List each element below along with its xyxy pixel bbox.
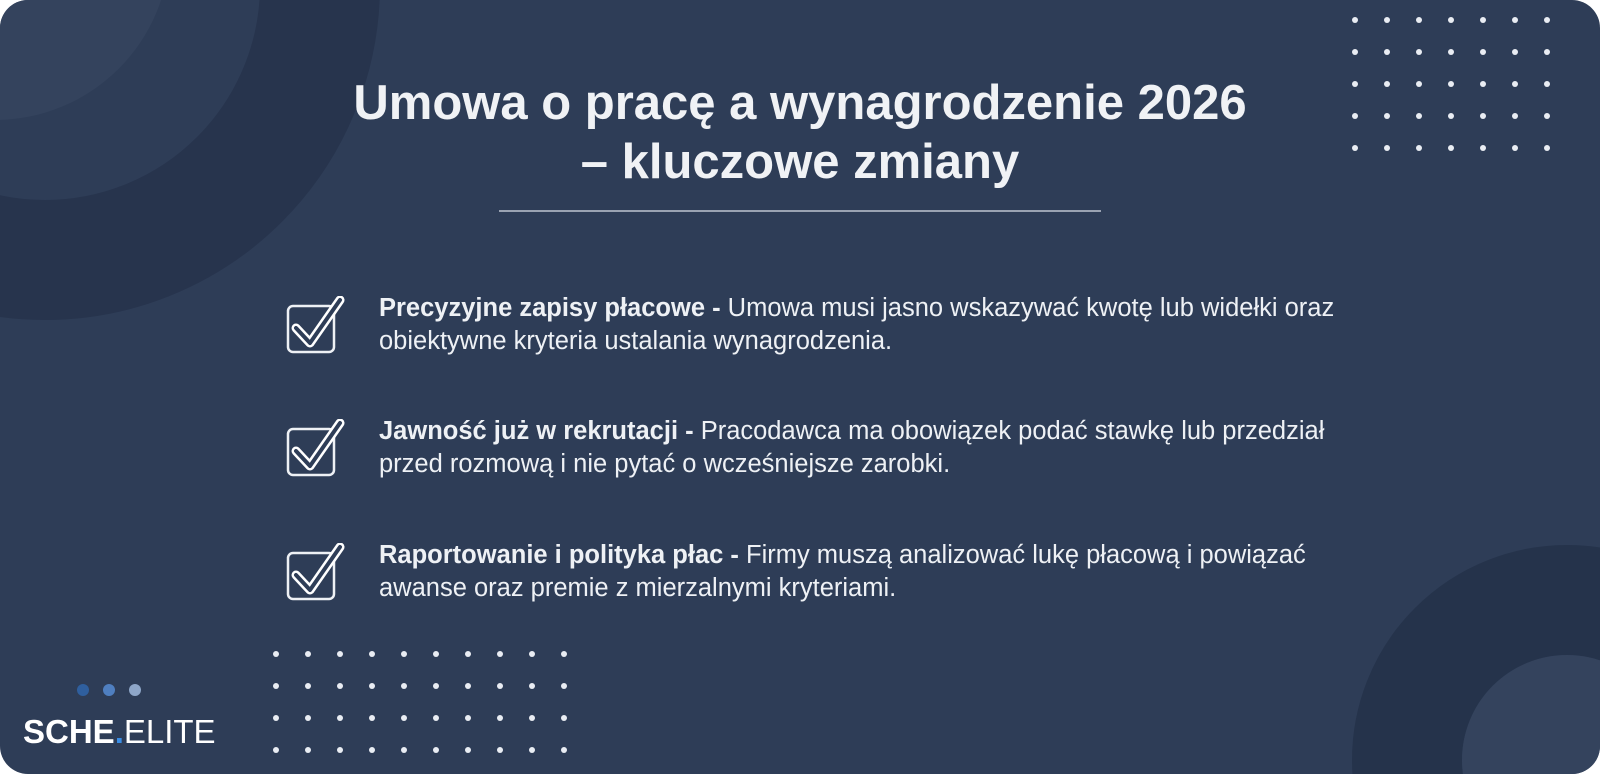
decorative-dot [433,747,439,753]
checkbox-checked-icon [286,419,352,479]
decorative-dot [1480,145,1486,151]
decorative-dot [1384,17,1390,23]
list-item-heading: Raportowanie i polityka płac - [379,541,739,569]
decorative-dot [401,683,407,689]
decorative-dot [305,683,311,689]
decorative-dot [337,747,343,753]
decorative-dot [401,747,407,753]
list-item [286,292,1346,372]
decorative-dot [1480,113,1486,119]
decorative-dot [1384,49,1390,55]
list-item-heading: Precyzyjne zapisy płacowe - [379,294,721,322]
decorative-dot [305,715,311,721]
decorative-dot [1448,145,1454,151]
title-divider [499,210,1101,212]
list-item-text [379,292,1339,358]
decorative-dot [1544,81,1550,87]
logo-dot [77,684,89,696]
decorative-dot [1448,113,1454,119]
decorative-dot [1448,81,1454,87]
decorative-dot [529,747,535,753]
decorative-dot [529,683,535,689]
decorative-dot [497,651,503,657]
decorative-dot [1544,145,1550,151]
decorative-dot [465,651,471,657]
brand-logo [23,712,216,752]
decorative-dot [1448,49,1454,55]
list-item-text [379,539,1339,605]
decorative-dot [273,715,279,721]
decorative-dot [305,747,311,753]
decorative-dot [433,651,439,657]
title-line-1: Umowa o pracę a wynagrodzenie 2026 [353,76,1247,130]
decorative-dot [529,651,535,657]
decorative-dot [561,683,567,689]
decorative-dot [433,715,439,721]
decorative-dot [369,683,375,689]
list-item-description: Umowa musi jasno wskazywać kwotę lub widełki oraz obiektywne kryteria ustalania wynagrodzenia. [379,294,1335,355]
decorative-dot [497,683,503,689]
decorative-dot [1544,49,1550,55]
list-item-heading: Jawność już w rekrutacji - [379,417,694,445]
decorative-dot [465,715,471,721]
decorative-dot [369,651,375,657]
decorative-dot [305,651,311,657]
decorative-dot [529,715,535,721]
decorative-dot [497,715,503,721]
decorative-dot [561,715,567,721]
logo-dot [103,684,115,696]
page-title [180,74,1420,192]
decorative-dot [273,683,279,689]
checkbox-checked-icon [286,543,352,603]
decorative-dot [1480,17,1486,23]
decorative-dot [1512,113,1518,119]
dot-grid-bottom-left [273,651,567,753]
decorative-dot [1416,17,1422,23]
decorative-dot [465,747,471,753]
decorative-dot [1544,113,1550,119]
decorative-dot [465,683,471,689]
decorative-dot [433,683,439,689]
decorative-dot [273,747,279,753]
logo-text-part2: ELITE [123,713,216,750]
decorative-dot [497,747,503,753]
decorative-dot [1512,49,1518,55]
decorative-dot [273,651,279,657]
decorative-dot [1480,49,1486,55]
decorative-dot [1512,81,1518,87]
logo-dot [129,684,141,696]
decorative-dot [1448,17,1454,23]
checkbox-checked-icon [286,296,352,356]
logo-text-part1: SCHE [23,713,115,750]
list-item [286,415,1346,495]
list-item-text [379,415,1339,481]
decorative-dot [337,715,343,721]
decorative-dot [369,747,375,753]
list-item-description: Firmy muszą analizować lukę płacową i powiązać awanse oraz premie z mierzalnymi kryteriami. [379,541,1306,602]
decorative-dot [561,651,567,657]
decorative-dot [1480,81,1486,87]
decorative-dot [1352,17,1358,23]
decorative-dot [1544,17,1550,23]
decorative-dot [401,651,407,657]
decorative-dot [1352,49,1358,55]
logo-dots [77,684,141,696]
list-item [286,539,1346,619]
decorative-dot [1416,49,1422,55]
decorative-dot [337,651,343,657]
title-line-2: – kluczowe zmiany [580,135,1020,189]
decorative-dot [1512,145,1518,151]
decorative-dot [1512,17,1518,23]
decorative-dot [369,715,375,721]
logo-dot-text: . [114,713,124,750]
decorative-dot [561,747,567,753]
decorative-dot [337,683,343,689]
decorative-dot [401,715,407,721]
list-item-description: Pracodawca ma obowiązek podać stawkę lub przedział przed rozmową i nie pytać o wcześniejsze zarobki. [379,417,1325,478]
